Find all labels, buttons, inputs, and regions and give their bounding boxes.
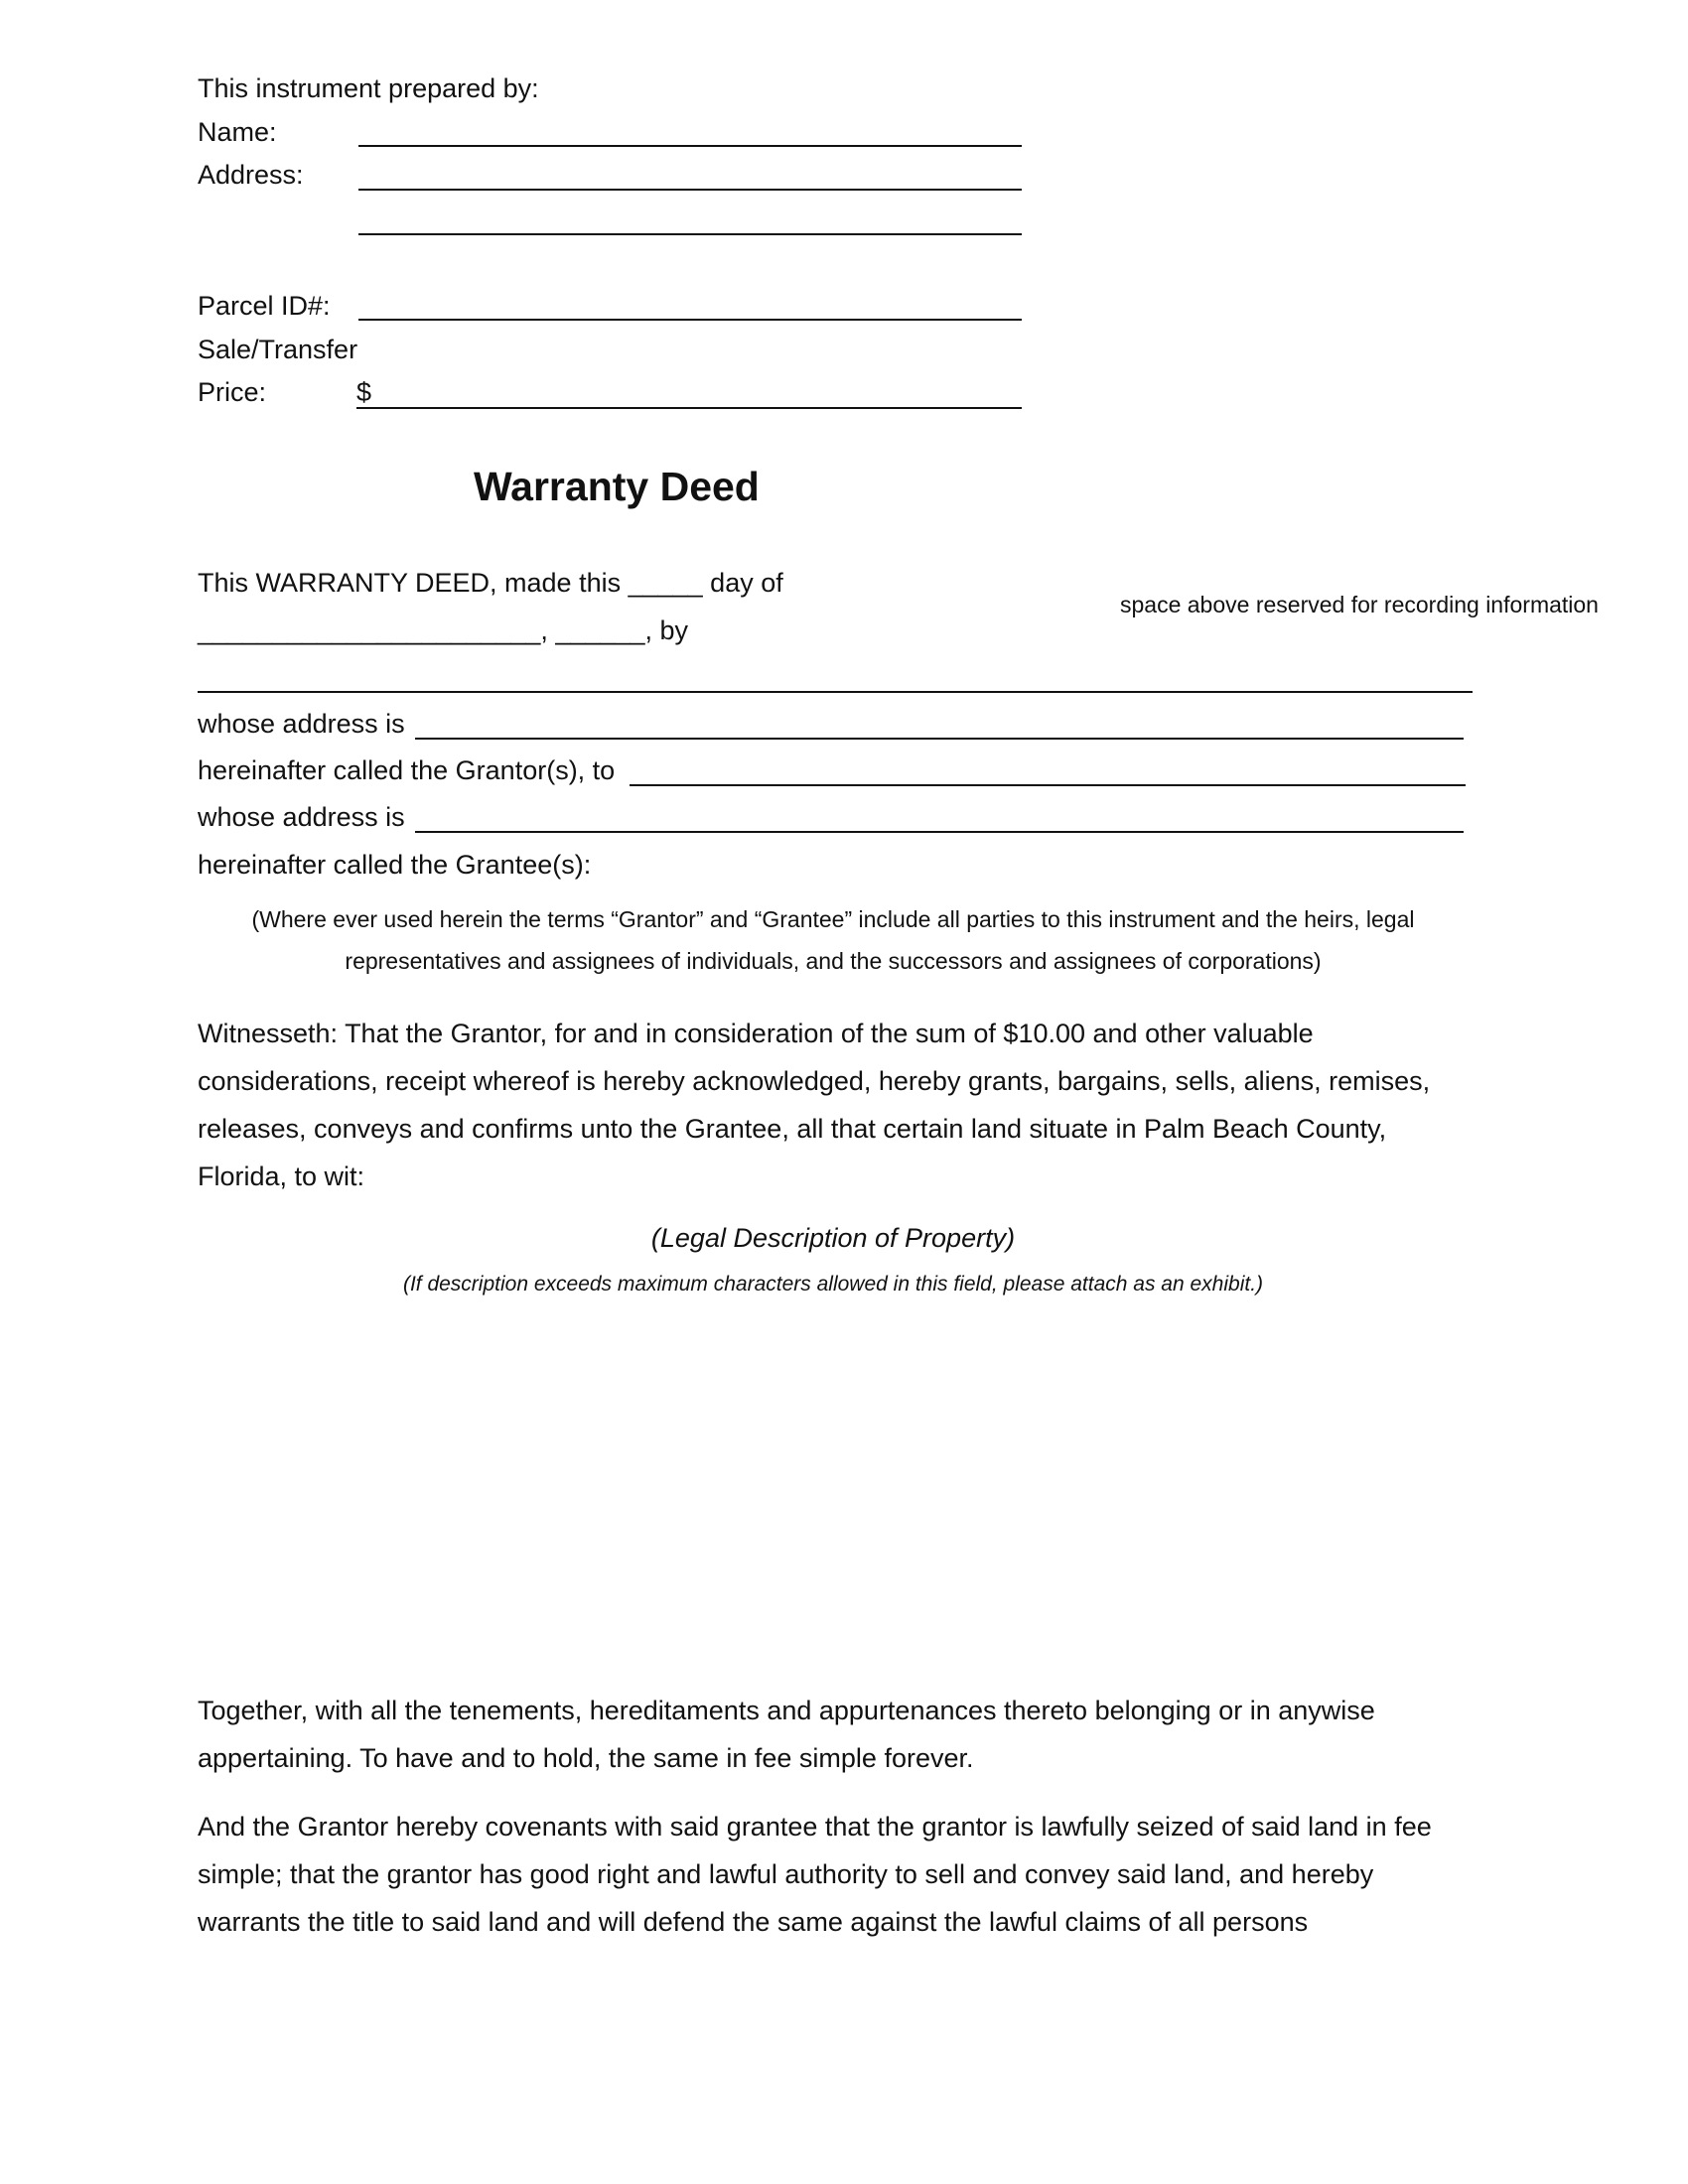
- legal-description-field[interactable]: [198, 1308, 1469, 1676]
- witnesseth-line: considerations, receipt whereof is hereby acknowledged, hereby grants, bargains, sells, aliens, remises,: [198, 1066, 1431, 1096]
- recording-note: space above reserved for recording information: [1120, 592, 1599, 617]
- witnesseth-line: Witnesseth: That the Grantor, for and in consideration of the sum of $10.00 and other valuable: [198, 1019, 1314, 1048]
- address-label: Address:: [198, 160, 304, 190]
- price-field[interactable]: [356, 407, 1022, 409]
- witnesseth-line: Florida, to wit:: [198, 1161, 365, 1191]
- parcel-id-label: Parcel ID#:: [198, 291, 331, 321]
- made-this-line: This WARRANTY DEED, made this _____ day of: [198, 568, 783, 598]
- name-label: Name:: [198, 117, 277, 147]
- grantor-address-label: whose address is: [198, 709, 405, 739]
- grantee-called-label: hereinafter called the Grantee(s):: [198, 850, 592, 880]
- grantee-name-field[interactable]: [630, 784, 1466, 786]
- together-line: appertaining. To have and to hold, the same in fee simple forever.: [198, 1743, 974, 1773]
- covenants-line: And the Grantor hereby covenants with said grantee that the grantor is lawfully seized of said land in fee: [198, 1812, 1432, 1842]
- legal-description-note: (If description exceeds maximum characters allowed in this field, please attach as an exhibit.): [402, 1273, 1264, 1296]
- date-line: _______________________, ______, by: [198, 615, 688, 645]
- grantor-called-label: hereinafter called the Grantor(s), to: [198, 755, 616, 785]
- grantor-address-field[interactable]: [415, 738, 1464, 740]
- definition-note-line-1: (Where ever used herein the terms “Grantor” and “Grantee” include all parties to this instrument and the heirs, legal: [251, 906, 1415, 932]
- address-field-line-2[interactable]: [358, 233, 1022, 235]
- page-title: Warranty Deed: [474, 464, 760, 509]
- grantee-address-label: whose address is: [198, 802, 405, 832]
- grantor-name-field[interactable]: [198, 691, 1473, 693]
- prepared-by-heading: This instrument prepared by:: [198, 73, 539, 103]
- name-field[interactable]: [358, 145, 1022, 147]
- covenants-line: simple; that the grantor has good right and lawful authority to sell and convey said land, and hereby: [198, 1859, 1374, 1889]
- definition-note-line-2: representatives and assignees of individuals, and the successors and assignees of corporations): [345, 948, 1322, 974]
- address-field-line-1[interactable]: [358, 189, 1022, 191]
- grantee-address-field[interactable]: [415, 831, 1464, 833]
- dollar-sign: $: [356, 377, 372, 407]
- covenants-line: warrants the title to said land and will defend the same against the lawful claims of all persons: [198, 1907, 1309, 1937]
- together-paragraph: [198, 1687, 1488, 1782]
- legal-description-heading: (Legal Description of Property): [650, 1223, 1016, 1253]
- covenants-paragraph: [198, 1803, 1488, 1946]
- price-label: Price:: [198, 377, 267, 407]
- sale-transfer-label: Sale/Transfer: [198, 335, 358, 364]
- parcel-id-field[interactable]: [358, 319, 1022, 321]
- witnesseth-paragraph: [198, 1010, 1488, 1200]
- together-line: Together, with all the tenements, hereditaments and appurtenances thereto belonging or in anywise: [198, 1696, 1375, 1725]
- witnesseth-line: releases, conveys and confirms unto the Grantee, all that certain land situate in Palm Beach County,: [198, 1114, 1387, 1144]
